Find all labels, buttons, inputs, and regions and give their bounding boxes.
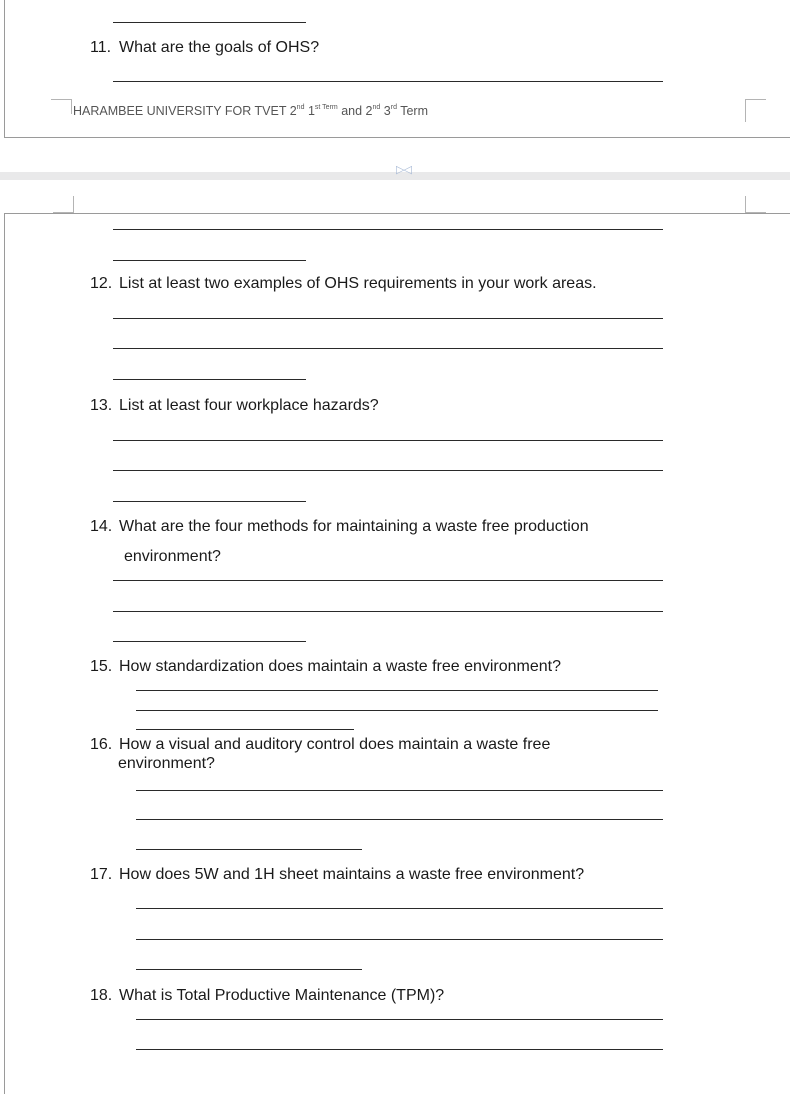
question-number: 15. <box>90 658 113 675</box>
question-number: 11. <box>90 39 112 56</box>
answer-line <box>113 22 306 23</box>
answer-line <box>136 939 663 940</box>
question-text: What are the goals of OHS? <box>119 39 320 56</box>
question-number: 16. <box>90 736 113 753</box>
answer-line <box>136 1019 663 1020</box>
footer-text: 1 <box>304 104 315 118</box>
answer-line <box>136 710 658 711</box>
answer-line <box>136 790 663 791</box>
question-number: 13. <box>90 397 113 414</box>
page-footer <box>73 104 428 118</box>
answer-line <box>113 81 663 82</box>
answer-line <box>136 729 354 730</box>
question-text: What is Total Productive Maintenance (TPM)? <box>119 987 445 1004</box>
answer-line <box>136 819 663 820</box>
question-18 <box>90 986 444 1006</box>
page-break-icon[interactable]: ▷◁ <box>396 164 411 176</box>
document-page-bottom <box>4 213 790 1094</box>
footer-superscript: rd <box>390 104 397 111</box>
footer-text: Term <box>396 104 428 118</box>
question-text: How a visual and auditory control does maintain a waste free <box>119 736 551 753</box>
question-number: 17. <box>90 866 113 883</box>
question-number: 14. <box>90 518 113 535</box>
answer-line <box>113 611 663 612</box>
footer-text: and 2 <box>337 104 373 118</box>
footer-superscript: nd <box>372 104 381 111</box>
answer-line <box>113 260 306 261</box>
question-11 <box>90 38 319 58</box>
question-13 <box>90 396 379 416</box>
answer-line <box>113 348 663 349</box>
answer-line <box>136 908 663 909</box>
footer-text: HARAMBEE UNIVERSITY FOR TVET 2 <box>73 104 297 118</box>
question-number: 18. <box>90 987 113 1004</box>
question-16-continuation <box>118 754 215 774</box>
answer-line <box>113 440 663 441</box>
answer-line <box>136 969 362 970</box>
question-15 <box>90 657 561 677</box>
answer-line <box>136 690 658 691</box>
question-text: List at least four workplace hazards? <box>119 397 379 414</box>
question-text: What are the four methods for maintaining a waste free production <box>119 518 589 535</box>
answer-line <box>136 1049 663 1050</box>
question-text: environment? <box>118 755 215 772</box>
question-text: How standardization does maintain a waste free environment? <box>119 658 562 675</box>
question-text: How does 5W and 1H sheet maintains a waste free environment? <box>119 866 585 883</box>
footer-superscript: nd <box>296 104 305 111</box>
question-12 <box>90 274 597 294</box>
crop-mark <box>745 196 766 213</box>
answer-line <box>136 849 362 850</box>
question-number: 12. <box>90 275 113 292</box>
question-17 <box>90 865 584 885</box>
question-text: List at least two examples of OHS requirements in your work areas. <box>119 275 597 292</box>
answer-line <box>113 470 663 471</box>
footer-superscript: st Term <box>314 104 338 111</box>
answer-line <box>113 641 306 642</box>
page-separator <box>0 172 790 180</box>
question-14-continuation <box>124 547 221 567</box>
answer-line <box>113 580 663 581</box>
crop-mark <box>51 99 72 114</box>
answer-line <box>113 229 663 230</box>
question-14 <box>90 517 589 537</box>
question-text: environment? <box>124 548 221 565</box>
crop-mark <box>745 99 766 122</box>
answer-line <box>113 379 306 380</box>
answer-line <box>113 501 306 502</box>
question-16 <box>90 735 550 755</box>
crop-mark <box>53 196 74 213</box>
footer-text: 3 <box>380 104 391 118</box>
answer-line <box>113 318 663 319</box>
